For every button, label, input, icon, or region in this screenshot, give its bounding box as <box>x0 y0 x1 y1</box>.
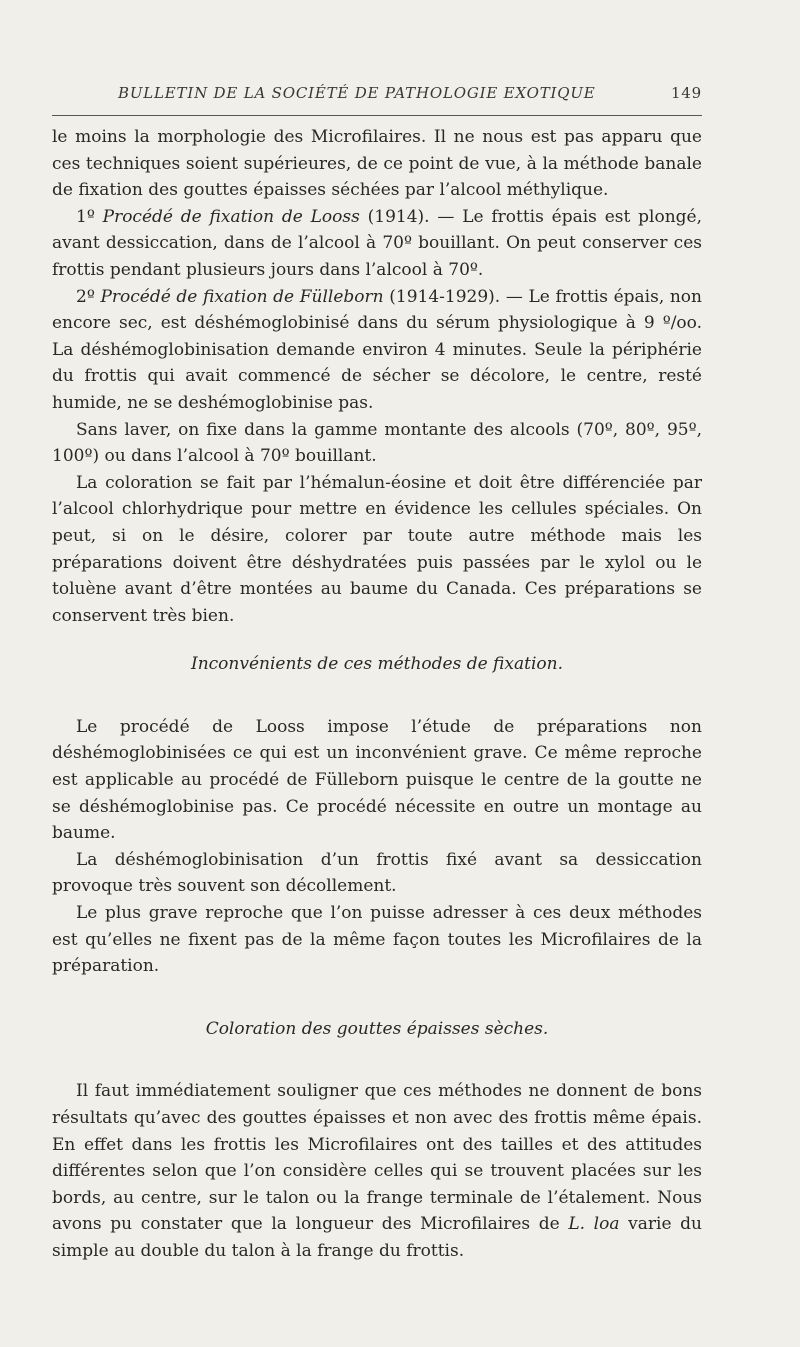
method-title: Procédé de fixation de Looss <box>102 206 360 227</box>
section-heading: Coloration des gouttes épaisses sèches. <box>205 1018 549 1039</box>
list-number: 1º <box>76 206 103 227</box>
paragraph <box>52 204 702 284</box>
header-rule <box>52 115 702 116</box>
paragraph-text: (1914). — Le frottis épais est plongé, avant dessiccation, dans de l’alcool à 70º bouillant. On peut conserver ces frottis pendant plusieurs jours dans l’alcool à 70º. <box>52 206 702 280</box>
paragraph-text: (1914-1929). — Le frottis épais, non encore sec, est déshémoglobinisé dans du sérum physiologique à 9 º/oo. La déshémoglobinisation demande environ 4 minutes. Seule la périphérie du frottis qui avait commencé de sécher se décolore, le centre, resté humide, ne se deshémoglobinise pas. <box>52 286 702 413</box>
running-header <box>52 84 702 102</box>
paragraph: La coloration se fait par l’hémalun-éosine et doit être différenciée par l’alcool chlorhydrique pour mettre en évidence les cellules spéciales. On peut, si on le désire, colorer par toute autre méthode mais les préparations doivent être déshydratées puis passées par le xylol ou le toluène avant d’être montées au baume du Canada. Ces préparations se conservent très bien. <box>52 472 702 626</box>
section-heading: Inconvénients de ces méthodes de fixation. <box>191 654 563 675</box>
page-number: 149 <box>670 84 702 102</box>
method-title: Procédé de fixation de Fülleborn <box>100 286 384 307</box>
paragraph: Le procédé de Looss impose l’étude de préparations non déshémoglobinisées ce qui est un inconvénient grave. Ce même reproche est applicable au procédé de Fülleborn puisque le centre de la goutte ne se déshémoglobinise pas. Ce procédé nécessite en outre un montage au baume. <box>52 716 702 844</box>
running-title: BULLETIN DE LA SOCIÉTÉ DE PATHOLOGIE EXOTIQUE <box>118 84 596 102</box>
species-name: L. loa <box>568 1214 620 1235</box>
paragraph <box>52 1078 702 1264</box>
paragraph: le moins la morphologie des Microfilaires. Il ne nous est pas apparu que ces techniques soient supérieures, de ce point de vue, à la méthode banale de fixation des gouttes épaisses séchées par l’alcool méthylique. <box>52 127 702 201</box>
paragraph: Sans laver, on fixe dans la gamme montante des alcools (70º, 80º, 95º, 100º) ou dans l’alcool à 70º bouillant. <box>52 419 702 467</box>
paragraph: La déshémoglobinisation d’un frottis fixé avant sa dessiccation provoque très souvent son décollement. <box>52 849 702 897</box>
paragraph-text: varie du simple au double du talon à la frange du frottis. <box>52 1214 702 1261</box>
list-number: 2º <box>76 286 101 307</box>
paragraph: Le plus grave reproche que l’on puisse adresser à ces deux méthodes est qu’elles ne fixent pas de la même façon toutes les Microfilaires de la préparation. <box>52 903 702 977</box>
paragraph <box>52 284 702 417</box>
paragraph-text: Il faut immédiatement souligner que ces méthodes ne donnent de bons résultats qu’avec des gouttes épaisses et non avec des frottis même épais. En effet dans les frottis les Microfilaires ont des tailles et des attitudes différentes selon que l’on considère celles qui se trouvent placées sur les bords, au centre, sur le talon ou la frange terminale de l’étalement. Nous avons pu constater que la longueur des Microfilaires de <box>52 1081 702 1235</box>
body-text <box>52 124 702 1265</box>
